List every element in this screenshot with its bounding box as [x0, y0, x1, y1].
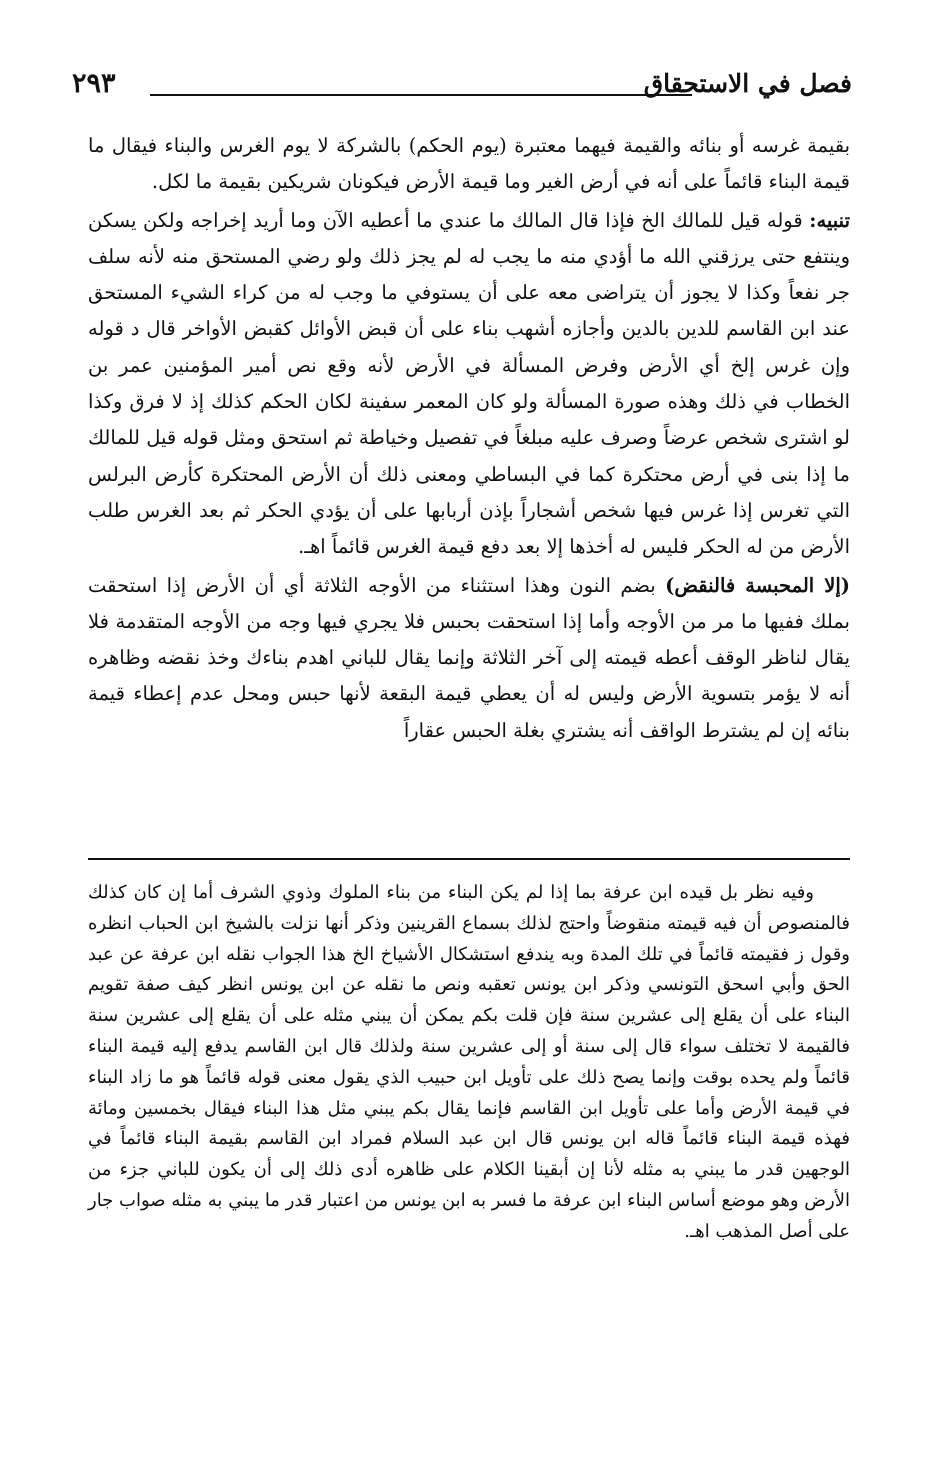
header-rule	[150, 94, 692, 96]
note-heading: تنبيه:	[809, 208, 850, 232]
page-header	[72, 64, 852, 112]
footnote-separator	[88, 858, 850, 860]
page-number: ٢٩٣	[72, 68, 116, 99]
paragraph-3	[88, 568, 850, 749]
main-text	[88, 128, 850, 751]
paragraph-2	[88, 203, 850, 566]
matn-quote: (إلا المحبسة فالنقض)	[665, 573, 850, 597]
footnote-text: وفيه نظر بل قيده ابن عرفة بما إذا لم يكن البناء من بناء الملوك وذوي الشرف أما إن كان كذلك فالمنصوص أن فيه قيمته منقوضاً واحتج لذلك بسماع القرينين وذكر أنها نزلت بالشيخ ابن الحباب انظره وقول ز فقيمته قائماً في تلك المدة وبه يندفع استشكال الأشياخ الخ هذا الجواب نقله ابن عرفة عن عبد الحق وأبي اسحق التونسي وذكر ابن يونس تعقبه ونص ما نقله عن ابن يونس انظر كيف صفة تقويم البناء على أن يقلع إلى عشرين سنة فإن قلت بكم يمكن أن يبني مثله على أن يقلع إلى عشرين سنة فالقيمة لا تختلف سواء قال إلى سنة أو إلى عشرين سنة ولذلك قال ابن القاسم يدفع إليه قيمة البناء قائماً ولم يحده بوقت وإنما يصح ذلك على تأويل ابن حبيب الذي يقول معنى قوله قائماً هو ما زاد البناء في قيمة الأرض وأما على تأويل ابن القاسم فإنما يقال بكم يبني مثل هذا البناء فيقال بخمسين ومائة فهذه قيمة البناء قائماً قاله ابن يونس قال ابن عبد السلام فمراد ابن القاسم بقيمة البناء قائماً في الوجهين قدر ما يبني به مثله لأنا إن أبقينا الكلام على ظاهره أدى ذلك إلى أن يكون للباني جزء من الأرض وهو موضع أساس البناء ابن عرفة ما فسر به ابن يونس من اعتبار قدر ما يبني به مثله صواب جار على أصل المذهب اهـ.	[88, 882, 850, 1242]
paragraph-3-body: بضم النون وهذا استثناء من الأوجه الثلاثة أي أن الأرض إذا استحقت بملك ففيها ما مر من الأوجه وأما إذا استحقت بحبس فلا يجري فيها وجه من الأوجه المتقدمة فلا يقال لناظر الوقف أعطه قيمته إلى آخر الثلاثة وإنما يقال للباني اهدم بناءك وخذ نقضه وظاهره أنه لا يؤمر بتسوية الأرض وليس له أن يعطي قيمة البقعة لأنها حبس ومحل عدم إعطاء قيمة بنائه إن لم يشترط الواقف أنه يشتري بغلة الحبس عقاراً	[88, 573, 850, 742]
paragraph-1: بقيمة غرسه أو بنائه والقيمة فيهما معتبرة (يوم الحكم) بالشركة لا يوم الغرس والبناء فيقال ما قيمة البناء قائماً على أنه في أرض الغير وما قيمة الأرض فيكونان شريكين بقيمة ما لكل.	[88, 134, 850, 194]
paragraph-2-body: قوله قيل للمالك الخ فإذا قال المالك ما عندي ما أعطيه الآن وما أريد إخراجه ولكن يسكن وينتفع حتى يرزقني الله ما أؤدي منه ما يجب له لم يجز ذلك ولو رضي المستحق منه لأنه سلف جر نفعاً وكذا لا يجوز أن يتراضى معه على أن يستوفي ما وجب له من كراء الشيء المستحق عند ابن القاسم للدين بالدين وأجازه أشهب بناء على أن قبض الأوائل كقبض الأواخر قال د قوله وإن غرس إلخ أي الأرض وفرض المسألة في الأرض لأنه وقع نص أمير المؤمنين عمر بن الخطاب في ذلك وهذه صورة المسألة ولو كان المعمر سفينة لكان الحكم كذلك إذ لا فرق وكذا لو اشترى شخص عرضاً وصرف عليه مبلغاً في تفصيل وخياطة ثم استحق ومثل قوله قيل للمالك ما إذا بنى في أرض محتكرة كما في البساطي ومعنى ذلك أن الأرض المحتكرة كأرض البرلس التي تغرس إذا غرس فيها شخص أشجاراً بإذن أربابها على أن يؤدي الحكر ثم بعد الغرس طلب الأرض من له الحكر فليس له أخذها إلا بعد دفع قيمة الغرس قائماً اهـ.	[88, 208, 850, 559]
footnote	[88, 878, 850, 1248]
running-title: فصل في الاستحقاق	[643, 69, 852, 98]
